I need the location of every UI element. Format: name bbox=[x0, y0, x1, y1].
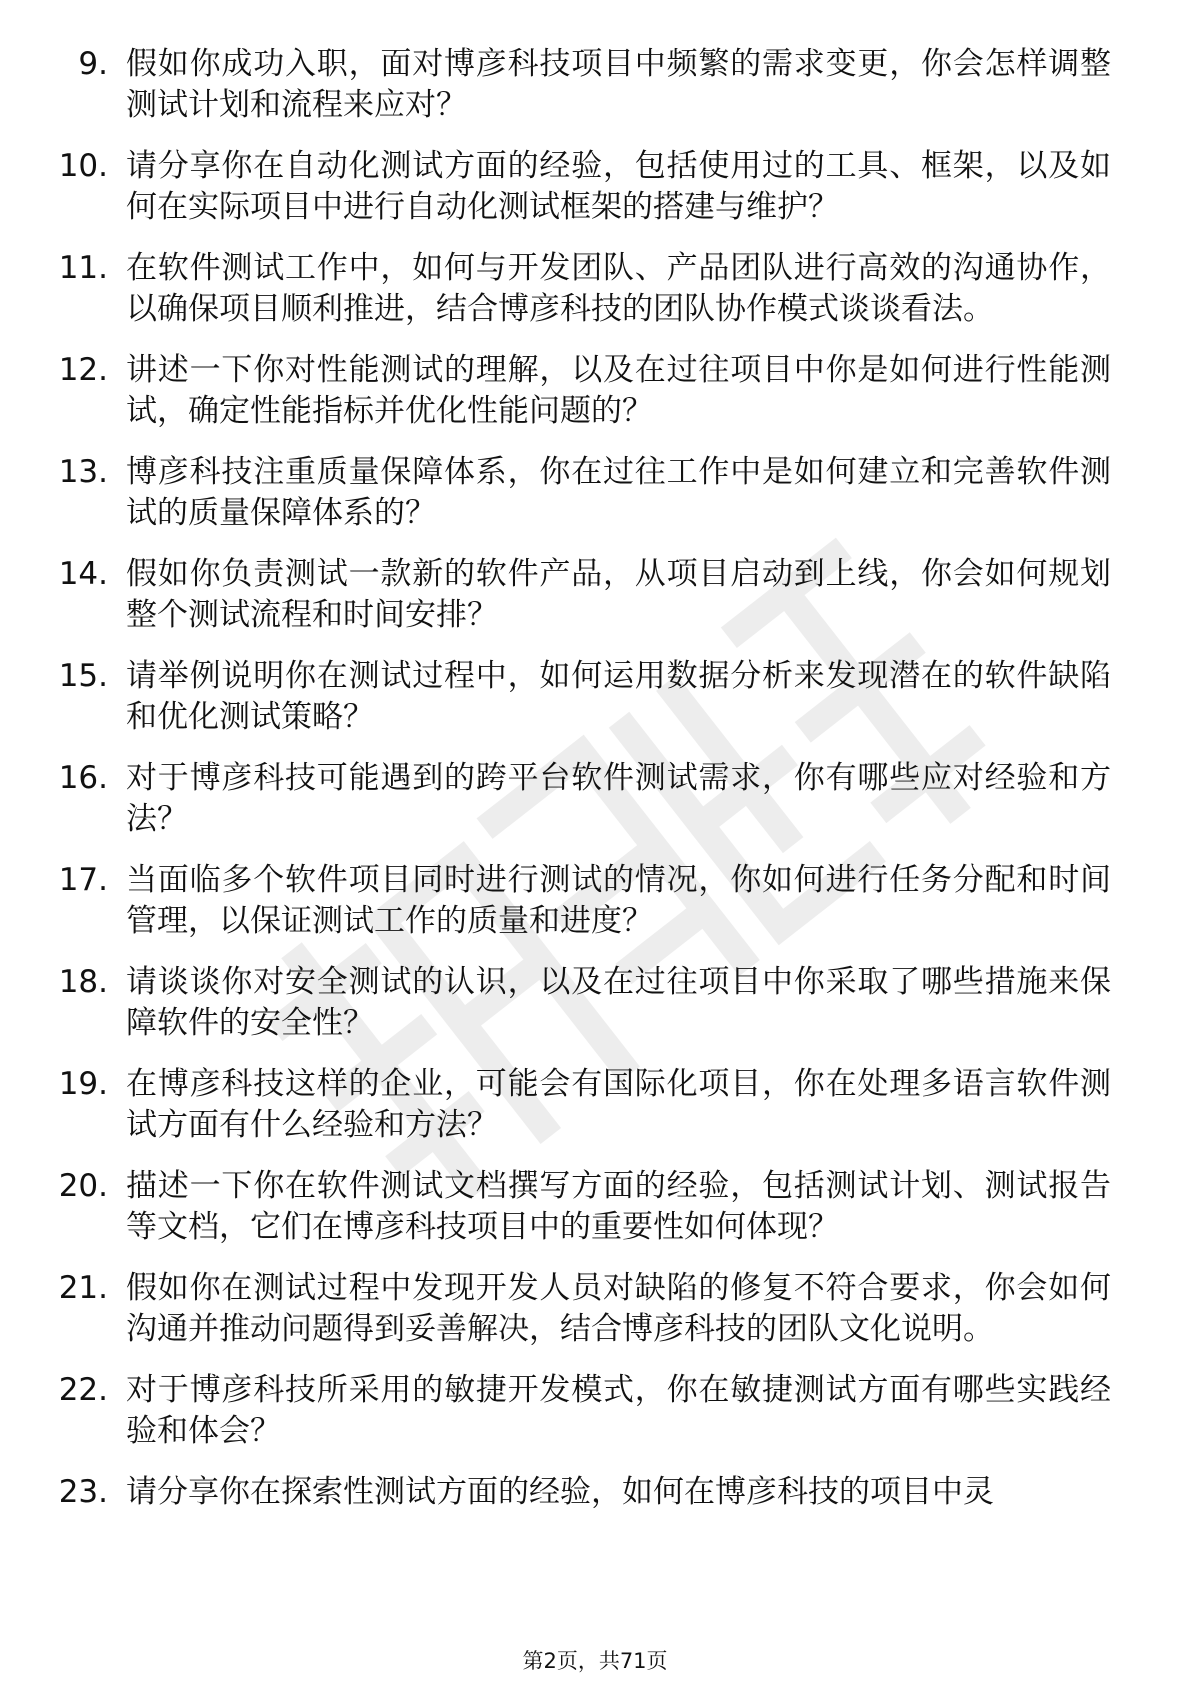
question-item bbox=[0, 248, 1190, 330]
question-item bbox=[0, 1370, 1190, 1452]
question-text: 当面临多个软件项目同时进行测试的情况，你如何进行任务分配和时间管理，以保证测试工作的质量和进度？ bbox=[126, 862, 1111, 939]
question-text: 讲述一下你对性能测试的理解，以及在过往项目中你是如何进行性能测试，确定性能指标并优化性能问题的？ bbox=[126, 352, 1111, 429]
question-number: 23. bbox=[58, 1474, 108, 1510]
question-item bbox=[0, 350, 1190, 432]
question-text: 假如你成功入职，面对博彦科技项目中频繁的需求变更，你会怎样调整测试计划和流程来应对？ bbox=[126, 46, 1111, 123]
question-number: 11. bbox=[58, 250, 108, 286]
question-number: 17. bbox=[58, 862, 108, 898]
question-item bbox=[0, 962, 1190, 1044]
question-number: 22. bbox=[58, 1372, 108, 1408]
question-item bbox=[0, 554, 1190, 636]
question-number: 13. bbox=[58, 454, 108, 490]
question-item bbox=[0, 1166, 1190, 1248]
question-item bbox=[0, 452, 1190, 534]
question-number: 10. bbox=[58, 148, 108, 184]
question-number: 14. bbox=[58, 556, 108, 592]
question-item bbox=[0, 758, 1190, 840]
question-text: 假如你在测试过程中发现开发人员对缺陷的修复不符合要求，你会如何沟通并推动问题得到妥善解决，结合博彦科技的团队文化说明。 bbox=[126, 1270, 1111, 1347]
question-item bbox=[0, 1472, 1190, 1513]
question-item bbox=[0, 146, 1190, 228]
question-number: 16. bbox=[58, 760, 108, 796]
question-text: 对于博彦科技所采用的敏捷开发模式，你在敏捷测试方面有哪些实践经验和体会？ bbox=[126, 1372, 1111, 1449]
question-number: 19. bbox=[58, 1066, 108, 1102]
page-indicator: 第2页，共71页 bbox=[522, 1649, 668, 1673]
question-text: 请分享你在自动化测试方面的经验，包括使用过的工具、框架，以及如何在实际项目中进行自动化测试框架的搭建与维护？ bbox=[126, 148, 1111, 225]
question-text: 对于博彦科技可能遇到的跨平台软件测试需求，你有哪些应对经验和方法？ bbox=[126, 760, 1111, 837]
question-text: 描述一下你在软件测试文档撰写方面的经验，包括测试计划、测试报告等文档，它们在博彦科技项目中的重要性如何体现？ bbox=[126, 1168, 1111, 1245]
question-number: 9. bbox=[78, 46, 108, 82]
question-number: 15. bbox=[58, 658, 108, 694]
question-number: 20. bbox=[58, 1168, 108, 1204]
question-text: 在软件测试工作中，如何与开发团队、产品团队进行高效的沟通协作，以确保项目顺利推进，结合博彦科技的团队协作模式谈谈看法。 bbox=[126, 250, 1111, 327]
question-list bbox=[0, 44, 1190, 1533]
question-item bbox=[0, 860, 1190, 942]
question-item bbox=[0, 1064, 1190, 1146]
question-item bbox=[0, 656, 1190, 738]
question-text: 请举例说明你在测试过程中，如何运用数据分析来发现潜在的软件缺陷和优化测试策略？ bbox=[126, 658, 1111, 735]
question-item bbox=[0, 44, 1190, 126]
question-text: 博彦科技注重质量保障体系，你在过往工作中是如何建立和完善软件测试的质量保障体系的？ bbox=[126, 454, 1111, 531]
question-text: 请分享你在探索性测试方面的经验，如何在博彦科技的项目中灵 bbox=[126, 1474, 994, 1510]
question-text: 假如你负责测试一款新的软件产品，从项目启动到上线，你会如何规划整个测试流程和时间安排？ bbox=[126, 556, 1111, 633]
question-number: 12. bbox=[58, 352, 108, 388]
question-text: 请谈谈你对安全测试的认识，以及在过往项目中你采取了哪些措施来保障软件的安全性？ bbox=[126, 964, 1111, 1041]
question-number: 18. bbox=[58, 964, 108, 1000]
question-text: 在博彦科技这样的企业，可能会有国际化项目，你在处理多语言软件测试方面有什么经验和方法？ bbox=[126, 1066, 1111, 1143]
question-item bbox=[0, 1268, 1190, 1350]
question-number: 21. bbox=[58, 1270, 108, 1306]
